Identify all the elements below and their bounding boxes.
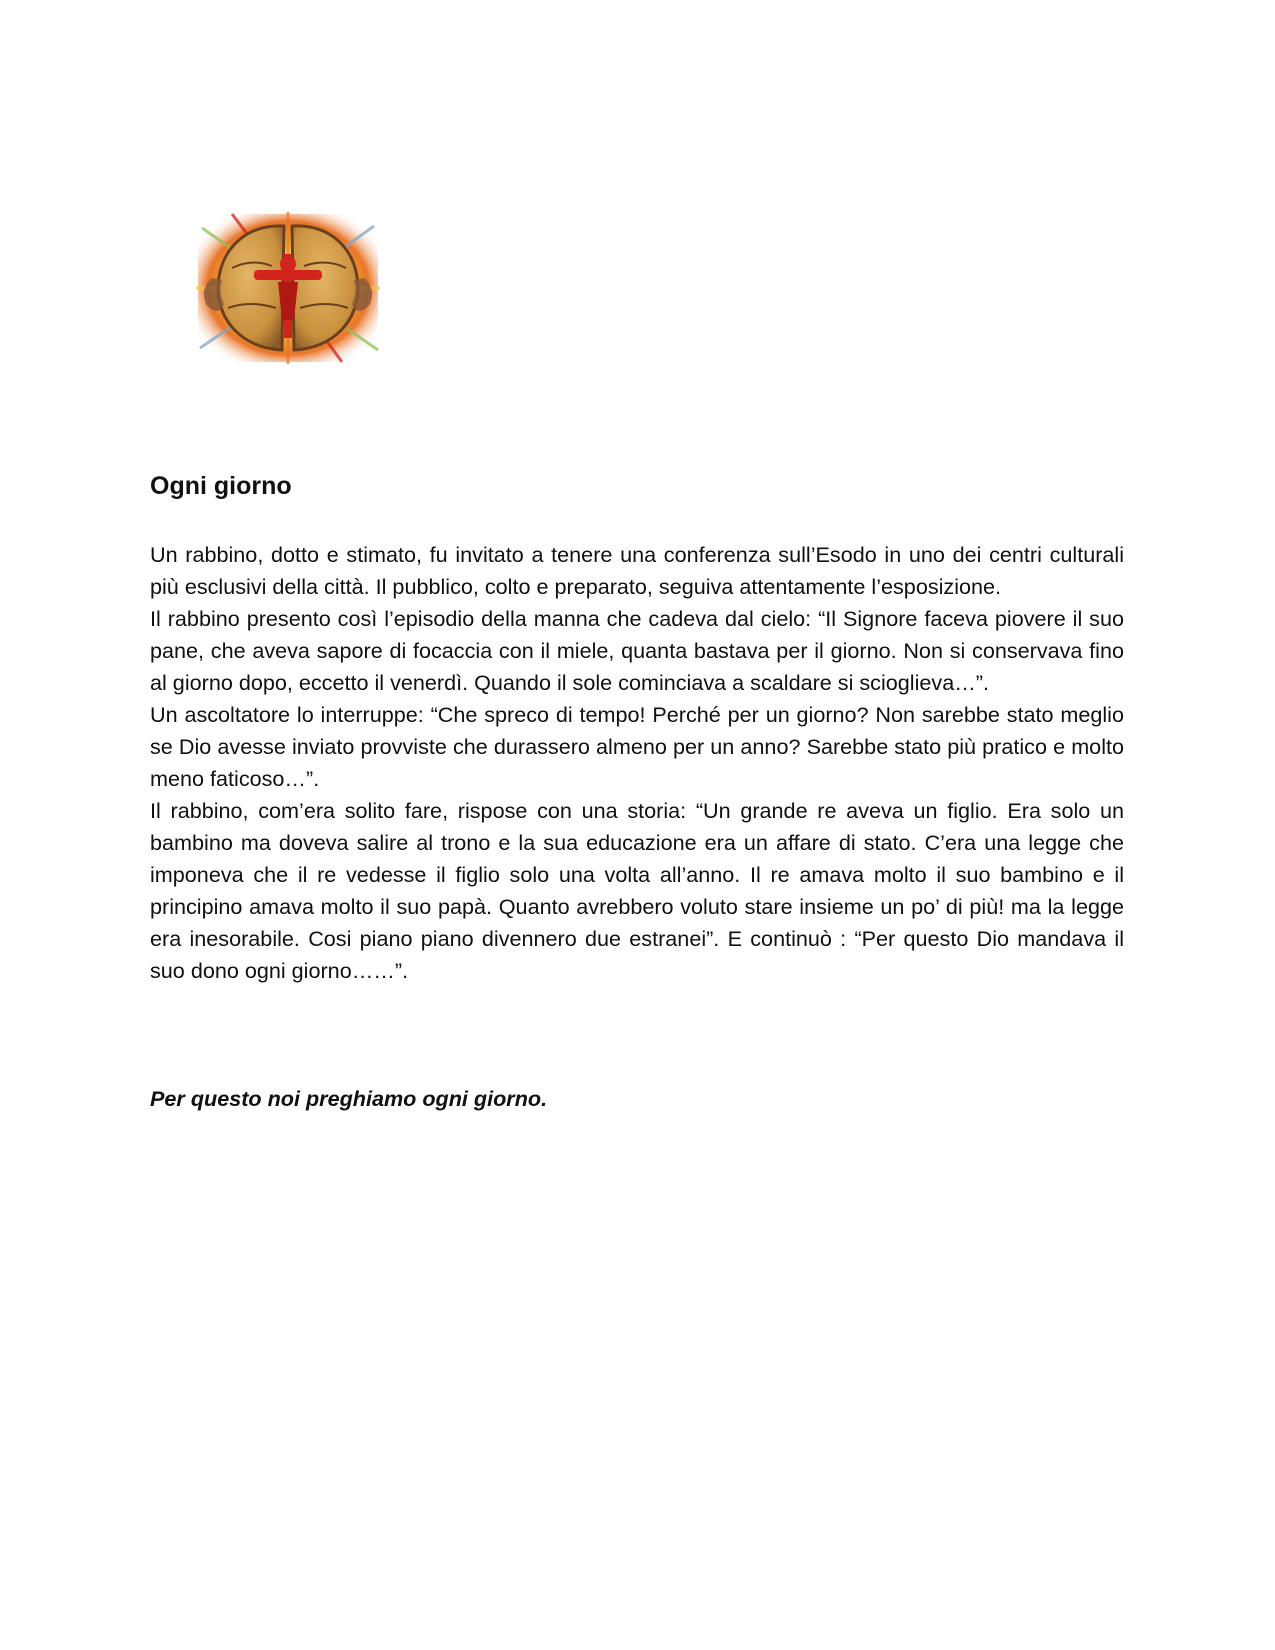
- closing-line: Per questo noi preghiamo ogni giorno.: [150, 1086, 548, 1111]
- bread-crucifix-icon: [192, 208, 384, 368]
- body-paragraph-2: Il rabbino presento così l’episodio della manna che cadeva dal cielo: “Il Signore faceva piovere il suo pane, che aveva sapore di focaccia con il miele, quanta bastava per il giorno. Non si conservava fino al giorno dopo, eccetto il venerdì. Quando il sole cominciava a scaldare si scioglieva…”.: [150, 606, 1124, 695]
- bread-crucifix-illustration: [192, 208, 384, 368]
- body-paragraph-3: Un ascoltatore lo interruppe: “Che spreco di tempo! Perché per un giorno? Non sarebbe stato meglio se Dio avesse inviato provviste che durassero almeno per un anno? Sarebbe stato più pratico e molto meno faticoso…”.: [150, 702, 1124, 791]
- document-body: [150, 539, 1124, 987]
- document-title: Ogni giorno: [150, 472, 292, 500]
- body-paragraph-4: Il rabbino, com’era solito fare, rispose con una storia: “Un grande re aveva un figlio. Era solo un bambino ma doveva salire al trono e la sua educazione era un affare di stato. C’era una legge che imponeva che il re vedesse il figlio solo una volta all’anno. Il re amava molto il suo bambino e il principino amava molto il suo papà. Quanto avrebbero voluto stare insieme un po’ di più! ma la legge era inesorabile. Cosi piano piano divennero due estranei”. E continuò : “Per questo Dio mandava il suo dono ogni giorno……”.: [150, 798, 1124, 983]
- body-paragraph-1: Un rabbino, dotto e stimato, fu invitato a tenere una conferenza sull’Esodo in uno dei centri culturali più esclusivi della città. Il pubblico, colto e preparato, seguiva attentamente l’esposizione.: [150, 542, 1124, 599]
